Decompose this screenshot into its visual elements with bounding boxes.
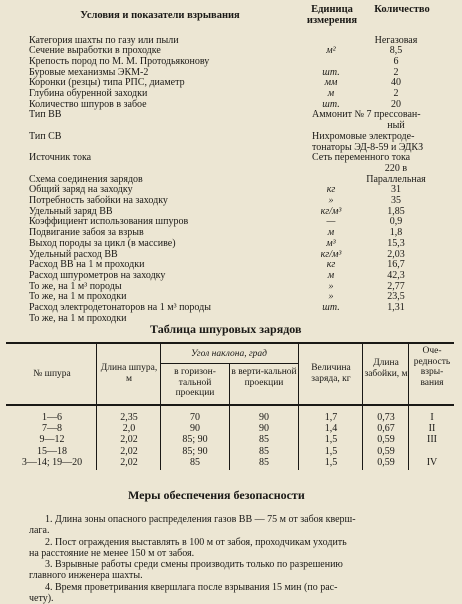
cell-vertical-angle: 90	[259, 412, 269, 423]
condition-unit: м	[327, 227, 335, 239]
cell-stemming: 0,59	[377, 434, 395, 446]
condition-row	[0, 132, 462, 143]
condition-unit: кг	[326, 259, 336, 271]
condition-name: Коронки (резцы) типа РПС, диаметр	[29, 77, 185, 89]
conditions-header-condition: Условия и показатели взрывания	[80, 10, 240, 21]
condition-name: Коэффициент использования шпуров	[29, 216, 189, 228]
cell-charge: 1,5	[324, 434, 338, 446]
cell-length: 2,02	[120, 456, 138, 468]
cell-hole: 9—12	[39, 434, 65, 446]
th-stemming: Длина забойки, м	[364, 358, 408, 379]
col-divider	[408, 342, 409, 470]
condition-name: Сечение выработки в проходке	[29, 45, 161, 57]
cell-hole: 3—14; 19—20	[21, 456, 83, 468]
condition-value: 2	[393, 66, 399, 78]
condition-unit: шт.	[322, 66, 340, 78]
condition-unit: м	[327, 269, 335, 281]
condition-name: Потребность забойки на заходку	[29, 195, 168, 206]
cell-charge: 1,4	[324, 423, 338, 435]
condition-name: Количество шпуров в забое	[29, 98, 147, 110]
condition-name: Категория шахты по газу или пыли	[29, 34, 179, 46]
condition-name: То же, на 1 м³ породы	[29, 280, 122, 292]
condition-row	[0, 239, 462, 250]
cell-vertical-angle: 85	[259, 445, 269, 457]
safety-item	[29, 537, 439, 559]
cell-hole: 15—18	[37, 445, 67, 457]
condition-value: Нихромовые электроде-	[312, 130, 415, 142]
th-horizontal: в горизон-тальной проекции	[174, 367, 216, 398]
condition-value: 23,5	[387, 291, 405, 303]
condition-name: Выход породы за цикл (в массиве)	[29, 237, 176, 249]
condition-value: Аммонит № 7 прессован-	[312, 109, 421, 121]
safety-title: Меры обеспечения безопасности	[128, 488, 305, 502]
col-divider	[160, 342, 161, 470]
cell-length: 2,02	[120, 434, 138, 446]
safety-item-continuation: чету).	[29, 592, 54, 604]
condition-name: Удельный заряд ВВ	[29, 205, 113, 217]
cell-length: 2,02	[120, 445, 138, 457]
condition-unit: кг	[326, 184, 336, 196]
cell-order: IV	[426, 456, 438, 468]
th-hole-number: № шпура	[33, 369, 71, 379]
safety-item-continuation: на расстояние не менее 150 м от забоя.	[29, 547, 195, 559]
condition-value: 2,77	[387, 280, 405, 292]
condition-value: ный	[387, 120, 405, 132]
condition-value: 31	[391, 184, 401, 196]
cell-charge: 1,5	[324, 445, 338, 457]
condition-unit: кг/м³	[320, 248, 342, 260]
safety-item-continuation: лага.	[29, 525, 50, 536]
cell-stemming: 0,59	[377, 456, 395, 468]
condition-name: Схема соединения зарядов	[29, 173, 143, 185]
condition-unit: »	[328, 195, 334, 206]
condition-value: 2,03	[387, 248, 405, 260]
cell-horizontal-angle: 85; 90	[182, 434, 208, 446]
condition-name: Удельный расход ВВ	[29, 248, 118, 260]
condition-value: Сеть переменного тока	[312, 152, 411, 164]
condition-name: Тип ВВ	[29, 109, 62, 121]
condition-name: Расход ВВ на 1 м проходки	[29, 259, 145, 271]
cell-horizontal-angle: 85	[190, 456, 200, 468]
charges-table-title: Таблица шпуровых зарядов	[150, 322, 302, 336]
cell-horizontal-angle: 70	[190, 412, 200, 423]
condition-unit: м³	[326, 237, 336, 249]
safety-item-first-line: 4. Время проветривания квершлага после взрывания 15 мин (по рас-	[45, 581, 338, 593]
condition-name: Крепость пород по М. М. Протодьяконову	[29, 55, 210, 67]
cell-order: I	[430, 412, 434, 423]
conditions-header-unit: Единица измерения	[306, 4, 358, 26]
cell-order: III	[427, 434, 437, 446]
condition-value: 16,7	[387, 259, 405, 271]
cell-stemming: 0,59	[377, 445, 395, 457]
safety-item-continuation: главного инженера шахты.	[29, 570, 143, 581]
cell-stemming: 0,67	[377, 423, 395, 435]
condition-value: Параллельная	[366, 173, 426, 185]
condition-unit: м²	[326, 45, 336, 57]
condition-row	[0, 164, 462, 175]
cell-charge: 1,7	[324, 412, 338, 423]
th-length: Длина шпура, м	[100, 363, 158, 384]
condition-name: Подвигание забоя за взрыв	[29, 227, 144, 239]
cell-hole: 7—8	[42, 423, 62, 435]
condition-value: 220 в	[384, 162, 408, 174]
condition-unit: мм	[324, 77, 338, 89]
condition-value: 8,5	[389, 45, 403, 57]
condition-unit: шт.	[322, 302, 340, 313]
cell-stemming: 0,73	[377, 412, 395, 423]
condition-unit: —	[326, 216, 336, 228]
condition-unit: кг/м³	[320, 205, 342, 217]
safety-item-first-line: 3. Взрывные работы среди смены производить только по разрешению	[45, 559, 343, 570]
table-header-rule	[6, 404, 454, 406]
cell-hole: 1—6	[42, 412, 62, 423]
th-charge: Величина заряда, кг	[311, 363, 351, 384]
safety-item	[29, 559, 439, 581]
condition-row	[0, 271, 462, 282]
condition-value: 20	[391, 98, 401, 110]
condition-value: 1,31	[387, 302, 405, 313]
condition-unit: »	[328, 291, 334, 303]
condition-name: Расход электродетонаторов на 1 м³ породы	[29, 302, 211, 313]
cell-vertical-angle: 85	[259, 456, 269, 468]
condition-name: Тип СВ	[29, 130, 62, 142]
condition-name: То же, на 1 м проходки	[29, 291, 127, 303]
condition-name: Глубина обуренной заходки	[29, 88, 148, 99]
condition-value: 40	[391, 77, 401, 89]
col-divider	[362, 342, 363, 470]
safety-item-first-line: 1. Длина зоны опасного распределения газов ВВ — 75 м от забоя кверш-	[45, 514, 356, 525]
condition-value: 6	[393, 55, 399, 67]
condition-value: 1,85	[387, 205, 405, 217]
col-divider	[298, 342, 299, 470]
condition-name: То же, на 1 м проходки	[29, 312, 127, 324]
cell-length: 2,0	[122, 423, 136, 435]
th-order: Оче-редность взры-вания	[413, 346, 451, 388]
conditions-header-quantity: Количество	[374, 4, 430, 15]
table-top-rule	[6, 342, 454, 344]
condition-name: Буровые механизмы ЭКМ-2	[29, 66, 149, 78]
cell-charge: 1,5	[324, 456, 338, 468]
cell-order: II	[428, 423, 436, 435]
condition-value: Негазовая	[374, 34, 418, 46]
condition-value: 42,3	[387, 269, 405, 281]
condition-value: 2	[393, 88, 399, 99]
condition-value: 1,8	[389, 227, 403, 239]
condition-unit: м	[327, 88, 335, 99]
cell-vertical-angle: 85	[259, 434, 269, 446]
col-divider	[229, 363, 230, 470]
condition-row	[0, 57, 462, 68]
cell-horizontal-angle: 85; 90	[182, 445, 208, 457]
safety-item	[29, 514, 439, 536]
th-angle: Угол наклона, град	[191, 349, 267, 359]
condition-unit: шт.	[322, 98, 340, 110]
condition-name: Расход шпурометров на заходку	[29, 269, 166, 281]
condition-unit: »	[328, 280, 334, 292]
condition-value: тонаторы ЭД-8-59 и ЭДКЗ	[312, 141, 424, 153]
condition-name: Общий заряд на заходку	[29, 184, 133, 196]
th-vertical: в верти-кальной проекции	[231, 367, 297, 388]
condition-name: Источник тока	[29, 152, 92, 164]
safety-item-first-line: 2. Пост ограждения выставлять в 100 м от забоя, проходчикам уходить	[45, 536, 347, 548]
cell-length: 2,35	[120, 412, 138, 423]
safety-item	[29, 582, 439, 604]
condition-value: 0,9	[389, 216, 403, 228]
cell-vertical-angle: 90	[259, 423, 269, 435]
cell-horizontal-angle: 90	[190, 423, 200, 435]
condition-value: 15,3	[387, 237, 405, 249]
col-divider	[96, 342, 97, 470]
condition-value: 35	[391, 195, 401, 206]
